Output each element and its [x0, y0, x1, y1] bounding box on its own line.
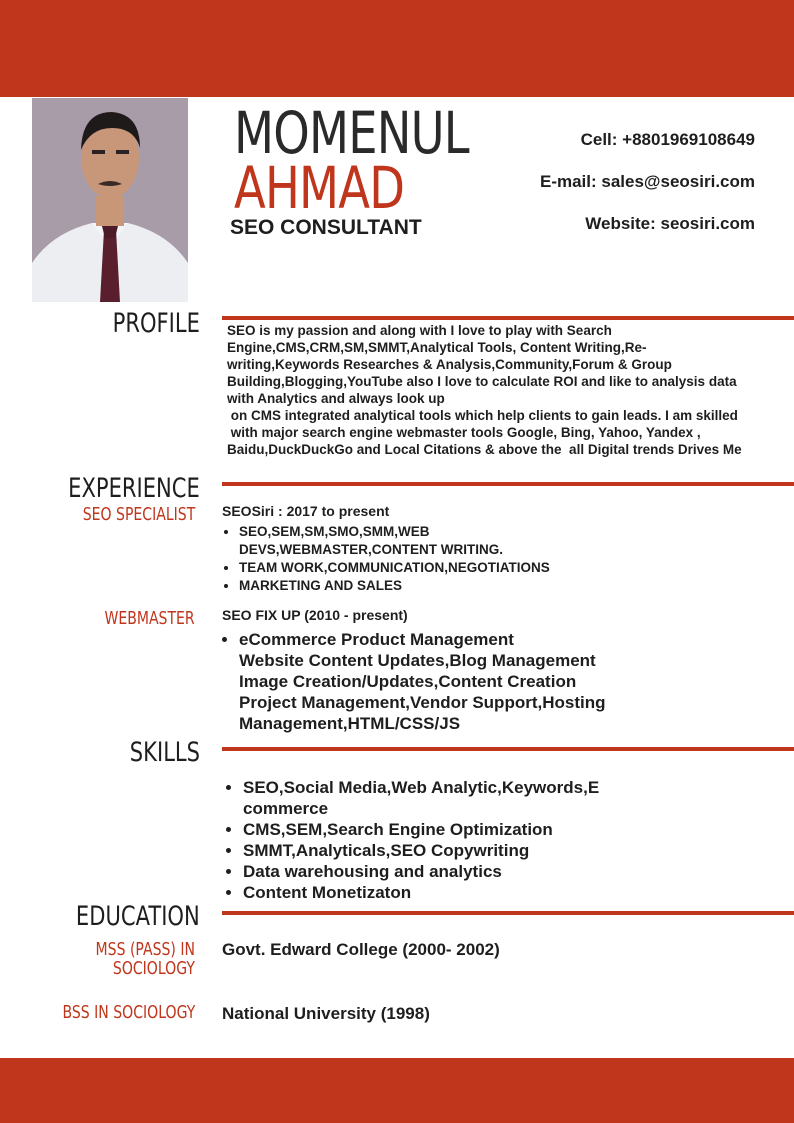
profile-rule [222, 316, 794, 320]
experience-rule [222, 482, 794, 486]
experience-role-2: WEBMASTER [104, 608, 195, 629]
profile-line: Engine,CMS,CRM,SM,SMMT,Analytical Tools, Content Writing,Re- [227, 340, 647, 355]
experience-company-2: SEO FIX UP (2010 - present) [222, 607, 408, 623]
profile-heading: PROFILE [112, 308, 200, 339]
bullet-line: eCommerce Product Management [239, 630, 514, 649]
skill-item: • SEO,Social Media,Web Analytic,Keywords,E commerce [243, 777, 623, 819]
profile-line: with major search engine webmaster tools Google, Bing, Yahoo, Yandex , [227, 425, 701, 440]
profile-line: with Analytics and always look up [227, 391, 445, 406]
experience-role-1: SEO SPECIALIST [82, 504, 195, 525]
education-rule [222, 911, 794, 915]
experience-bullets-1 [222, 523, 579, 595]
list-item [239, 629, 659, 734]
experience-company-1: SEOSiri : 2017 to present [222, 503, 390, 519]
education-degree-1: MSS (PASS) IN SOCIOLOGY [95, 939, 195, 979]
list-item: • TEAM WORK,COMMUNICATION,NEGOTIATIONS [239, 559, 579, 577]
education-degree-2: BSS IN SOCIOLOGY [62, 1002, 195, 1023]
job-title: SEO CONSULTANT [230, 216, 422, 239]
profile-line: Building,Blogging,YouTube also I love to calculate ROI and like to analysis data [227, 374, 737, 389]
skill-item: • SMMT,Analyticals,SEO Copywriting [243, 840, 623, 861]
skill-item: • CMS,SEM,Search Engine Optimization [243, 819, 623, 840]
experience-heading: EXPERIENCE [68, 473, 200, 504]
profile-line: Baidu,DuckDuckGo and Local Citations & above the all Digital trends Drives Me [227, 442, 742, 457]
education-school-2: National University (1998) [222, 1004, 430, 1023]
experience-bullets-2 [222, 629, 659, 734]
list-item: • SEO,SEM,SM,SMO,SMM,WEB DEVS,WEBMASTER,CONTENT WRITING. [239, 523, 579, 559]
skills-list [226, 777, 623, 903]
education-heading: EDUCATION [76, 901, 200, 932]
header-band [0, 0, 794, 97]
skills-rule [222, 747, 794, 751]
bullet-line: Website Content Updates,Blog Management [239, 651, 596, 670]
last-name: AHMAD [234, 154, 405, 222]
profile-text [227, 322, 787, 458]
contact-website: Website: seosiri.com [585, 214, 755, 233]
profile-line: writing,Keywords Researches & Analysis,Community,Forum & Group [227, 357, 672, 372]
bullet-line: Management,HTML/CSS/JS [239, 714, 461, 733]
skills-heading: SKILLS [129, 737, 200, 768]
education-school-1: Govt. Edward College (2000- 2002) [222, 940, 500, 959]
contact-email: E-mail: sales@seosiri.com [539, 172, 755, 191]
skill-item: • Data warehousing and analytics [243, 861, 623, 882]
footer-band [0, 1058, 794, 1123]
profile-line: on CMS integrated analytical tools which help clients to gain leads. I am skilled [227, 408, 738, 423]
list-item: • MARKETING AND SALES [239, 577, 579, 595]
contact-cell: Cell: +8801969108649 [580, 130, 755, 149]
bullet-line: Image Creation/Updates,Content Creation [239, 672, 577, 691]
profile-line: SEO is my passion and along with I love to play with Search [227, 323, 612, 338]
bullet-line: Project Management,Vendor Support,Hosting [239, 693, 606, 712]
first-name: MOMENUL [234, 99, 469, 167]
profile-photo [32, 98, 188, 302]
skill-item: • Content Monetizaton [243, 882, 623, 903]
